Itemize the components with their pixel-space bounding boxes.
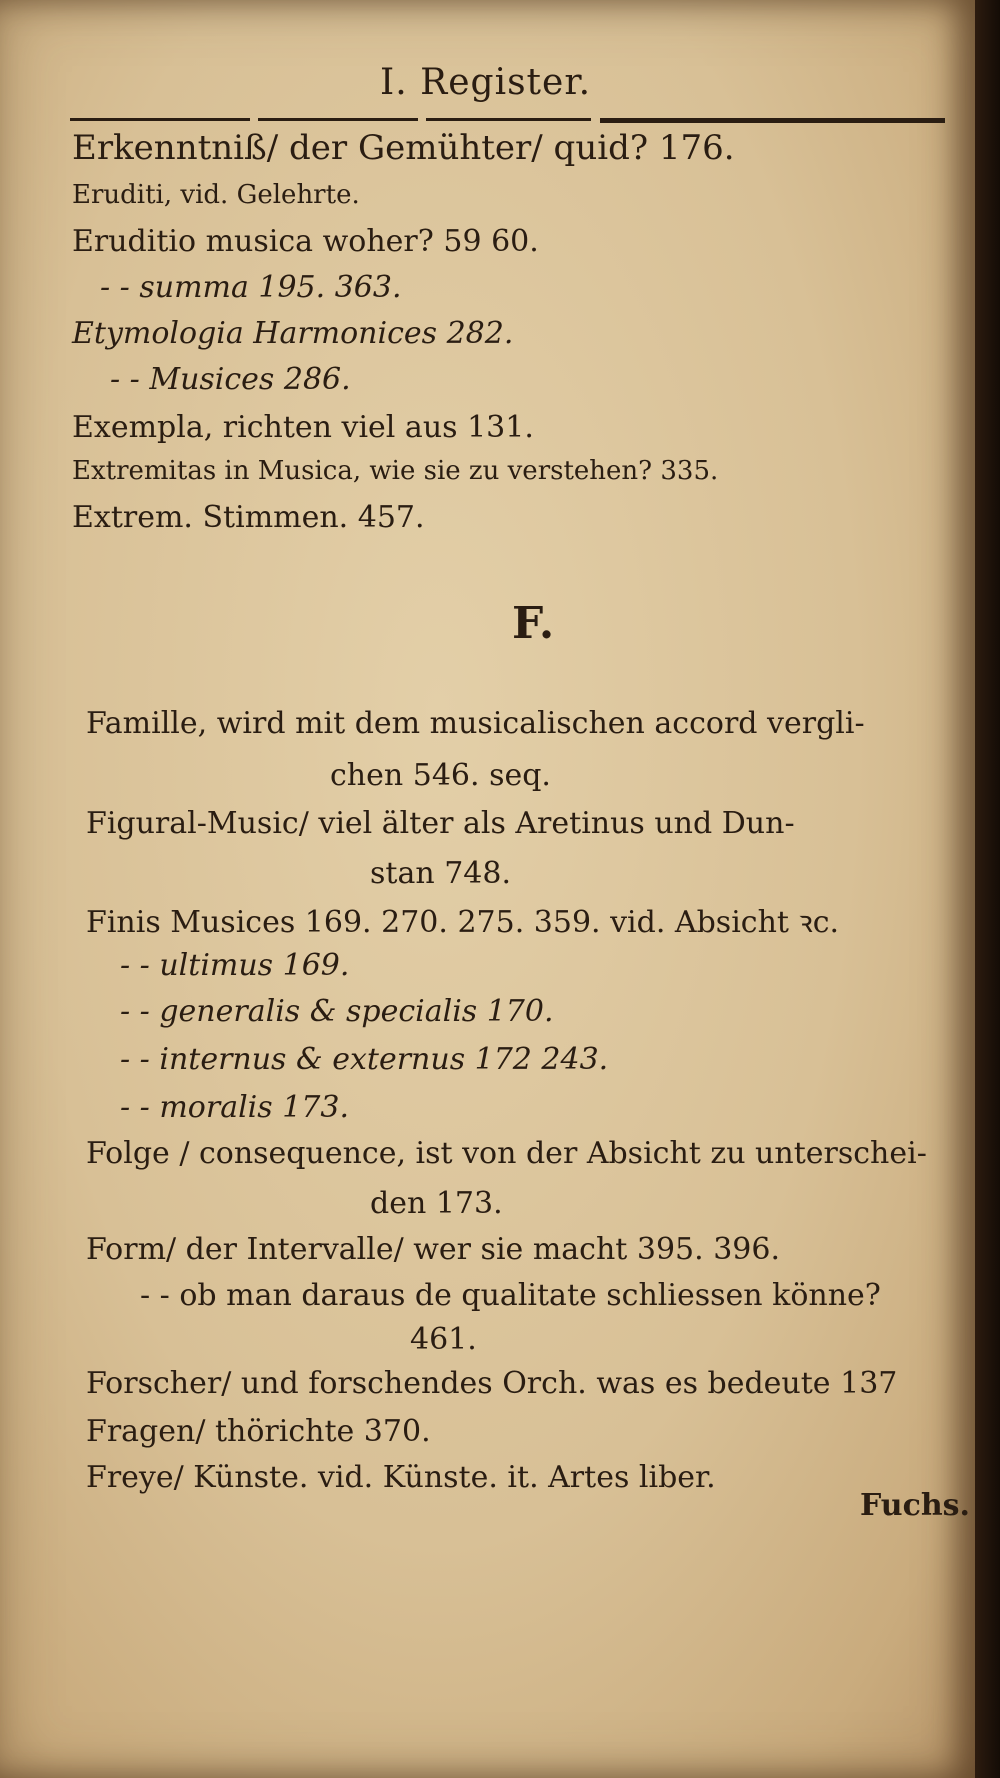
index-entry: Extrem. Stimmen. 457.: [72, 500, 425, 535]
index-entry: 461.: [410, 1322, 477, 1357]
index-entry: Extremitas in Musica, wie sie zu verstehen? 335.: [72, 456, 719, 486]
index-entry: - - internus & externus 172 243.: [120, 1042, 609, 1077]
index-entry: Famille, wird mit dem musicalischen accord vergli-: [86, 706, 865, 741]
section-letter: F.: [512, 598, 555, 649]
index-entry: Folge / consequence, ist von der Absicht zu unterschei-: [86, 1136, 927, 1171]
page-header: I. Register.: [380, 62, 592, 103]
index-entry: chen 546. seq.: [330, 758, 551, 793]
index-entry: - - Musices 286.: [110, 362, 351, 397]
index-entry: - - generalis & specialis 170.: [120, 994, 554, 1029]
header-rule: [70, 118, 250, 121]
header-rule: [426, 118, 591, 121]
index-entry: Erkenntniß/ der Gemühter/ quid? 176.: [72, 128, 735, 168]
index-entry: stan 748.: [370, 856, 511, 891]
index-entry: Freye/ Künste. vid. Künste. it. Artes liber.: [86, 1460, 716, 1495]
page-edge: [975, 0, 1000, 1778]
index-entry: - - summa 195. 363.: [100, 270, 402, 305]
header-rule: [258, 118, 418, 121]
index-entry: Finis Musices 169. 270. 275. 359. vid. Absicht ꝛc.: [86, 905, 840, 940]
index-entry: Exempla, richten viel aus 131.: [72, 410, 534, 445]
index-entry: Eruditio musica woher? 59 60.: [72, 224, 539, 259]
index-entry: - - moralis 173.: [120, 1090, 349, 1125]
index-entry: - - ultimus 169.: [120, 948, 350, 983]
index-entry: Forscher/ und forschendes Orch. was es bedeute 137: [86, 1366, 898, 1401]
index-entry: den 173.: [370, 1186, 503, 1221]
index-entry: - - ob man daraus de qualitate schliessen könne?: [140, 1278, 881, 1313]
header-rule: [600, 118, 945, 123]
catchword: Fuchs.: [860, 1488, 970, 1523]
index-entry: Fragen/ thörichte 370.: [86, 1414, 431, 1449]
index-entry: Etymologia Harmonices 282.: [72, 316, 514, 351]
index-entry: Form/ der Intervalle/ wer sie macht 395. 396.: [86, 1232, 781, 1267]
index-entry: Eruditi, vid. Gelehrte.: [72, 180, 360, 210]
index-entry: Figural-Music/ viel älter als Aretinus und Dun-: [86, 806, 795, 841]
